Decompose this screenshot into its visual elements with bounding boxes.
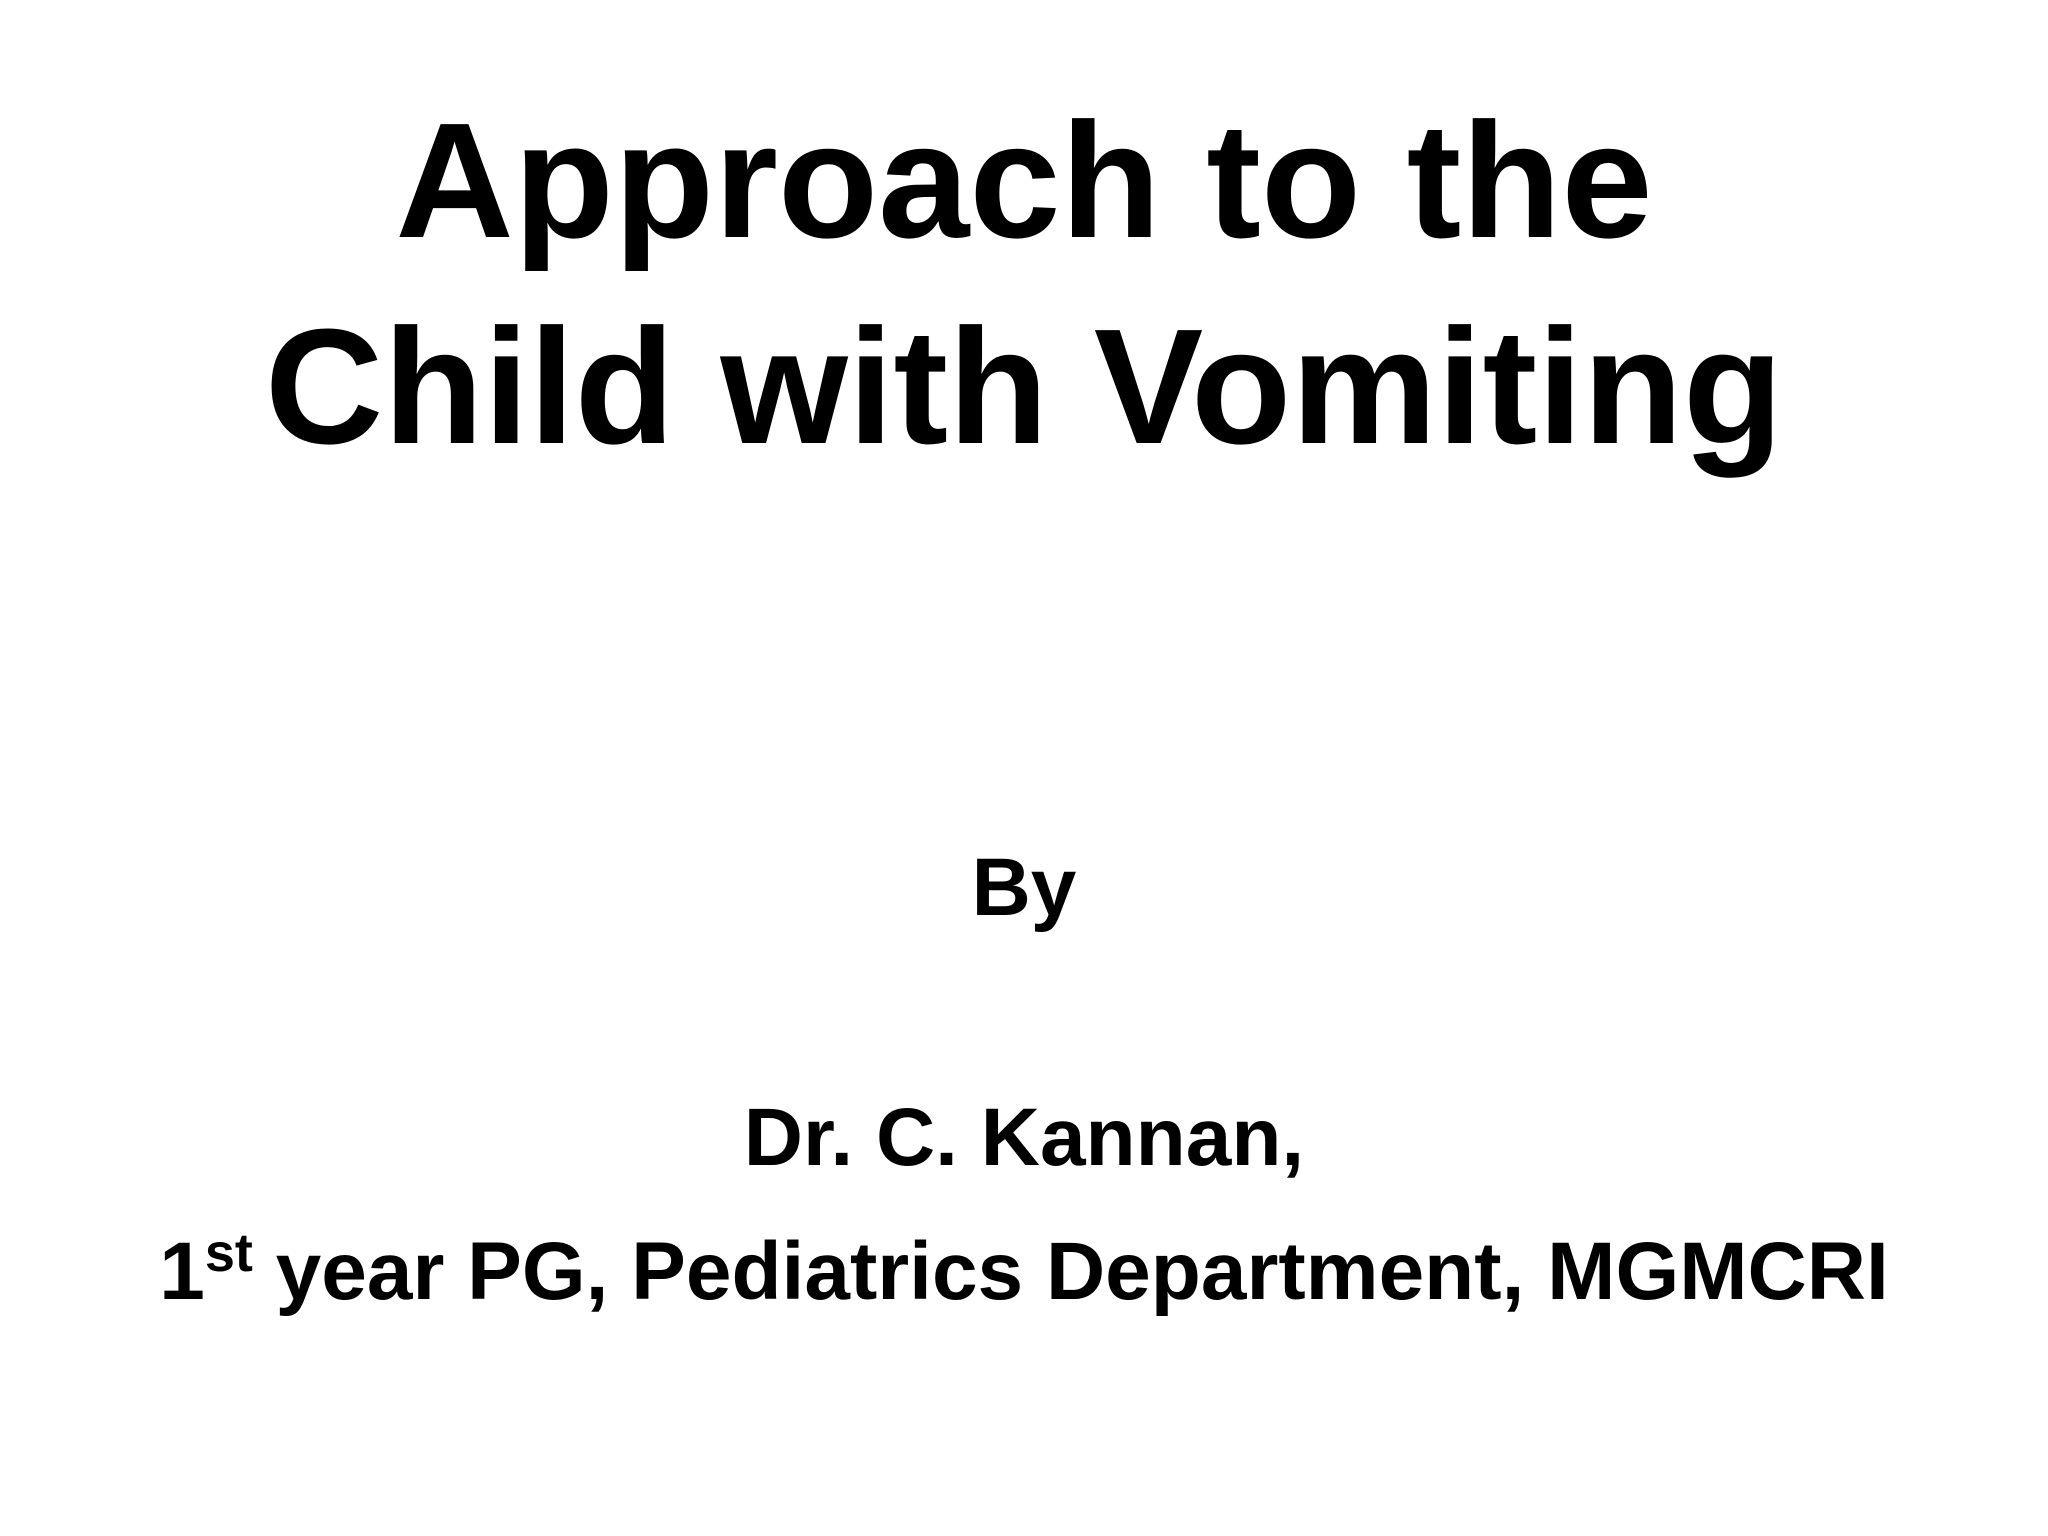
title-line-2: Child with Vomiting [264,295,1784,478]
title-line-1: Approach to the [395,89,1653,272]
ordinal-number: 1 [159,1226,205,1317]
affiliation-text: year PG, Pediatrics Department, MGMCRI [252,1226,1889,1317]
by-label: By [971,842,1077,933]
author-affiliation [0,1222,2048,1322]
ordinal-suffix: st [204,1223,253,1283]
slide-title [0,78,2048,490]
author-name: Dr. C. Kannan, [743,1092,1305,1183]
